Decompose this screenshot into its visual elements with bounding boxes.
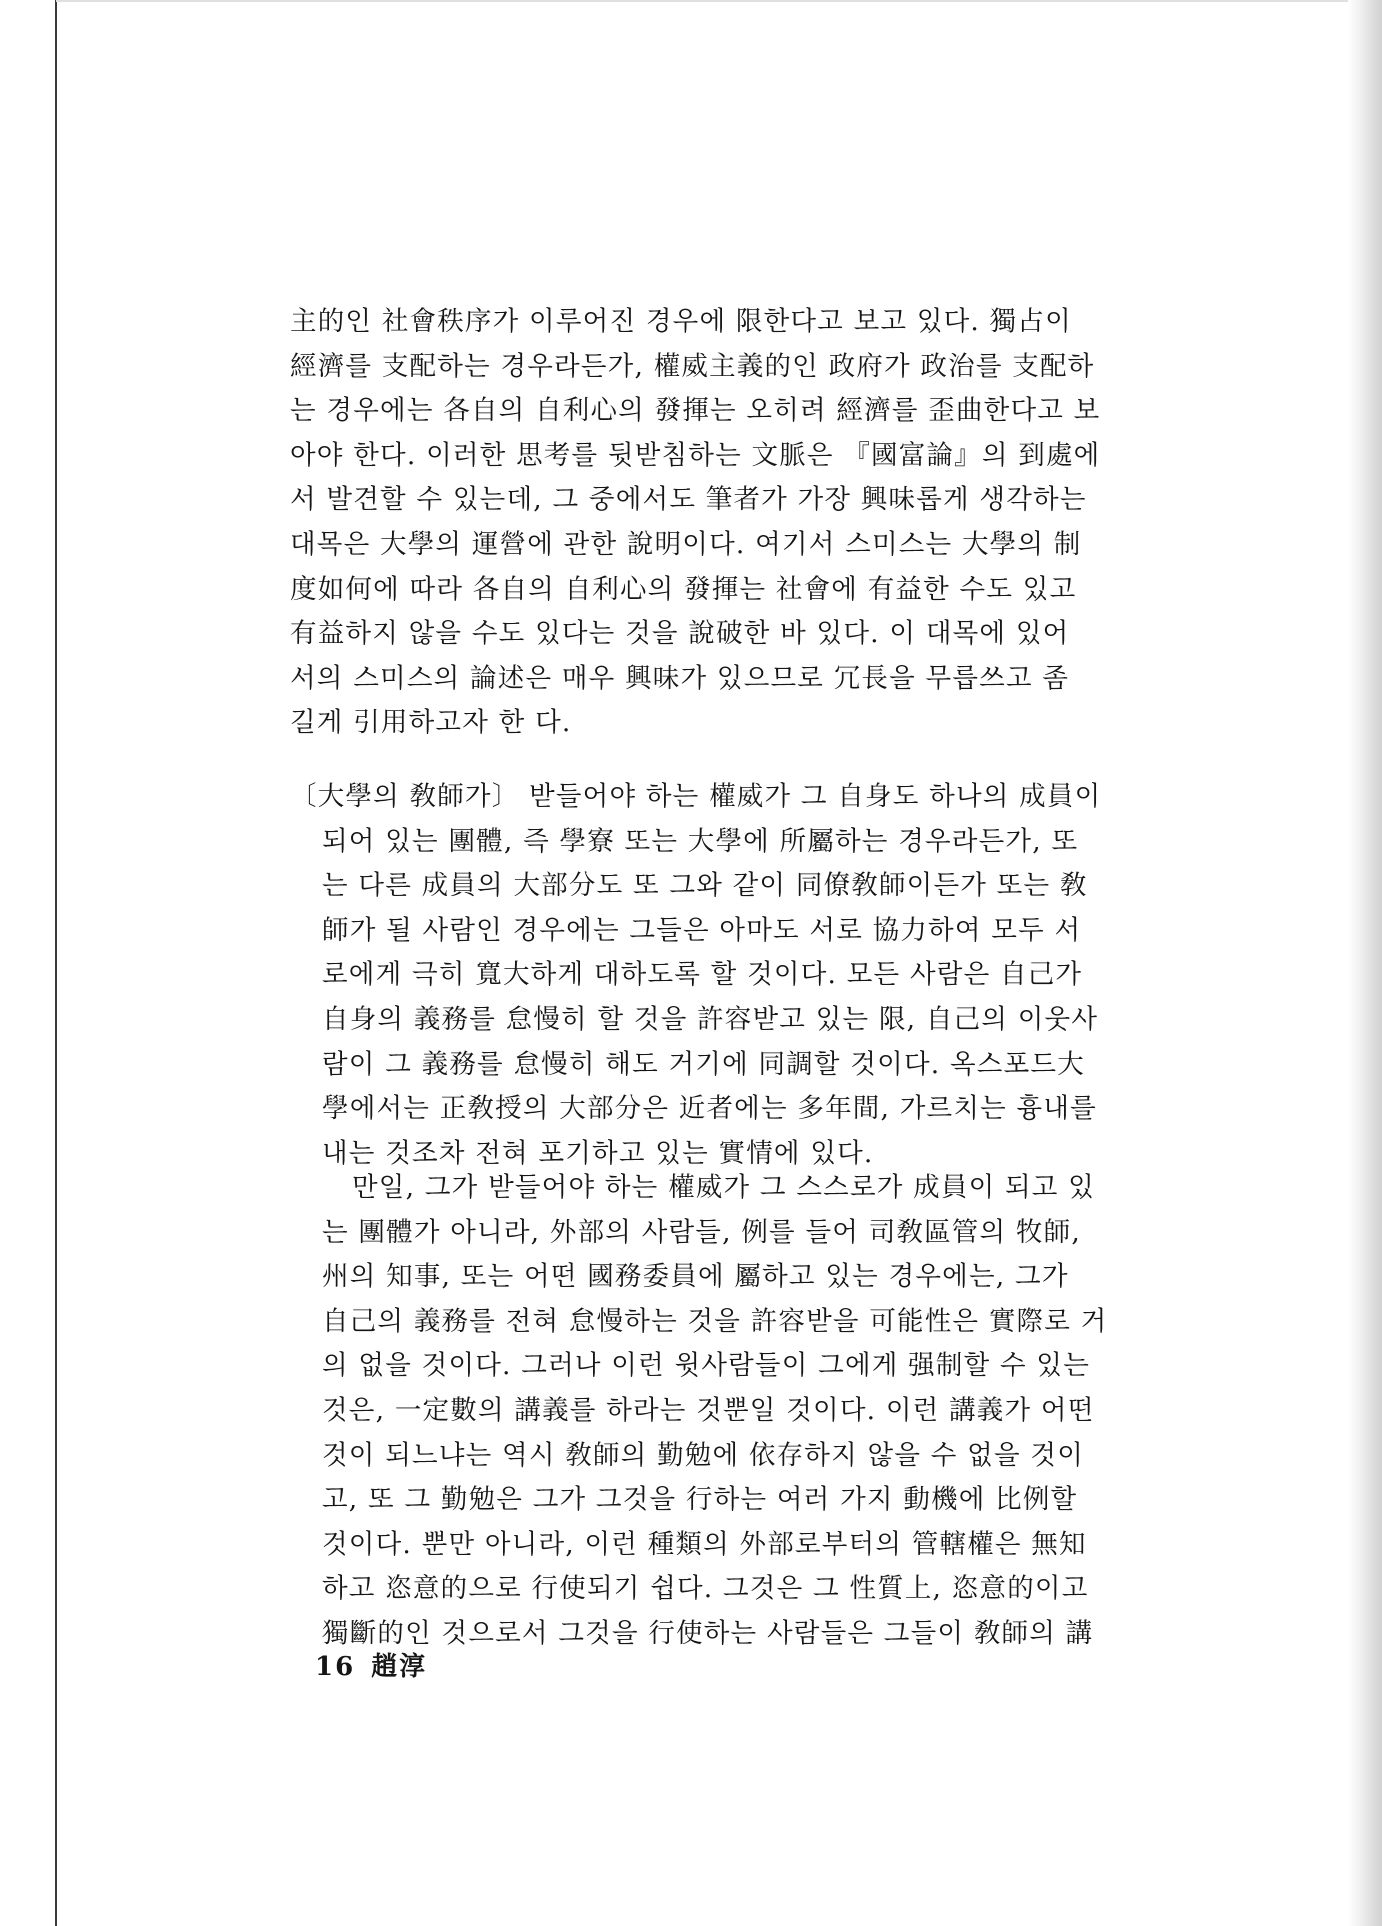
page-left-border <box>55 0 57 1926</box>
quote-line: 〔大學의 敎師가〕 받들어야 하는 權威가 그 自身도 하나의 成員이 <box>290 781 1102 812</box>
text-line: 는 경우에는 各自의 自利心의 發揮는 오히려 經濟를 歪曲한다고 보 <box>290 395 1101 427</box>
text-line: 經濟를 支配하는 경우라든가, 權威主義的인 政府가 政治를 支配하 <box>290 350 1095 382</box>
text-line: 서의 스미스의 論述은 매우 興味가 있으므로 冗長을 무릅쓰고 좀 <box>290 662 1070 694</box>
quote-line: 것이다. 뿐만 아니라, 이런 種類의 外部로부터의 管轄權은 無知 <box>322 1528 1087 1560</box>
text-line: 主的인 社會秩序가 이루어진 경우에 限한다고 보고 있다. 獨占이 <box>290 306 1072 337</box>
quote-line: 自己의 義務를 전혀 怠慢하는 것을 許容받을 可能性은 實際로 거 <box>322 1305 1108 1337</box>
quote-line: 하고 恣意的으로 行使되기 쉽다. 그것은 그 性質上, 恣意的이고 <box>322 1573 1089 1605</box>
quote-line: 學에서는 正敎授의 大部分은 近者에는 多年間, 가르치는 흉내를 <box>322 1093 1097 1125</box>
body-paragraph <box>290 300 1204 746</box>
quote-line: 내는 것조차 전혀 포기하고 있는 實情에 있다. <box>322 1137 874 1169</box>
quote-line: 獨斷的인 것으로서 그것을 行使하는 사람들은 그들이 敎師의 講 <box>322 1617 1094 1649</box>
text-line: 서 발견할 수 있는데, 그 중에서도 筆者가 가장 興味롭게 생각하는 <box>290 484 1087 516</box>
text-line: 길게 引用하고자 한 다. <box>290 707 572 739</box>
text-line: 有益하지 않을 수도 있다는 것을 說破한 바 있다. 이 대목에 있어 <box>290 618 1070 650</box>
quote-line: 것은, 一定數의 講義를 하라는 것뿐일 것이다. 이런 講義가 어떤 <box>322 1394 1095 1426</box>
quote-line: 고, 또 그 勤勉은 그가 그것을 行하는 여러 가지 動機에 比例할 <box>322 1484 1078 1516</box>
text-line: 대목은 大學의 運營에 관한 說明이다. 여기서 스미스는 大學의 制 <box>290 528 1082 560</box>
quote-line: 는 團體가 아니라, 外部의 사람들, 例를 들어 司敎區管의 牧師, <box>322 1216 1081 1248</box>
quote-line: 師가 될 사람인 경우에는 그들은 아마도 서로 協力하여 모두 서 <box>322 914 1082 946</box>
quote-line: 州의 知事, 또는 어떤 國務委員에 屬하고 있는 경우에는, 그가 <box>322 1261 1069 1293</box>
page-right-shadow <box>1348 0 1382 1926</box>
block-quote <box>290 775 1204 1176</box>
text-line: 아야 한다. 이러한 思考를 뒷받침하는 文脈은 『國富論』의 到處에 <box>290 439 1101 471</box>
quote-line: 는 다른 成員의 大部分도 또 그와 같이 同僚敎師이든가 또는 敎 <box>322 870 1088 902</box>
page-top-border <box>56 0 1351 2</box>
quote-line: 自身의 義務를 怠慢히 할 것을 許容받고 있는 限, 自己의 이웃사 <box>322 1003 1099 1035</box>
text-line: 度如何에 따라 各自의 自利心의 發揮는 社會에 有益한 수도 있고 <box>290 573 1077 605</box>
quote-line: 만일, 그가 받들어야 하는 權威가 그 스스로가 成員이 되고 있 <box>352 1172 1096 1203</box>
block-quote-continued <box>290 1166 1204 1657</box>
author-name: 趙淳 <box>371 1652 428 1682</box>
quote-line: 로에게 극히 寬大하게 대하도록 할 것이다. 모든 사람은 自己가 <box>322 959 1083 991</box>
quote-line: 되어 있는 團體, 즉 學寮 또는 大學에 所屬하는 경우라든가, 또 <box>322 825 1079 857</box>
quote-line: 의 없을 것이다. 그러나 이런 윗사람들이 그에게 强制할 수 있는 <box>322 1350 1091 1382</box>
quote-line: 것이 되느냐는 역시 敎師의 勤勉에 依存하지 않을 수 없을 것이 <box>322 1439 1084 1471</box>
quote-line: 람이 그 義務를 怠慢히 해도 거기에 同調할 것이다. 옥스포드大 <box>322 1048 1085 1080</box>
page-number: 16 <box>315 1652 356 1682</box>
page-footer <box>315 1646 443 1683</box>
